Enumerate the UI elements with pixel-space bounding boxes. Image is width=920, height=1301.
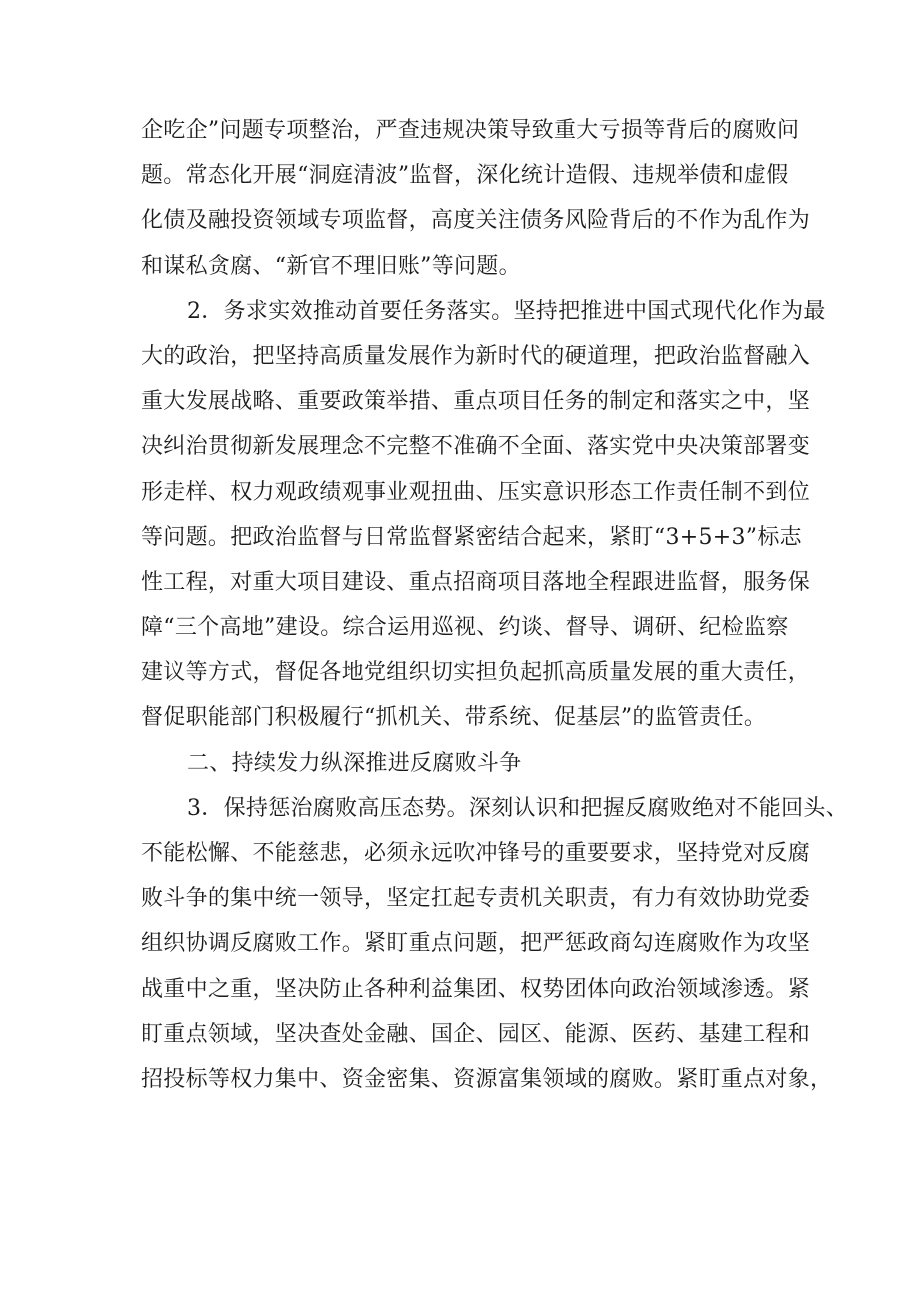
heading-text: 二、持续发力纵深推进反腐败斗争 [187,750,522,776]
paragraph-item-2 [141,289,826,741]
text-line: 建议等方式，督促各地党组织切实担负起抓高质量发展的重大责任， [141,660,811,686]
paragraph-continuation [141,108,811,289]
text-line: 等问题。把政治监督与日常监督紧密结合起来，紧盯“3+5+3”标志 [141,524,802,550]
text-line: 决纠治贯彻新发展理念不完整不准确不全面、落实党中央决策部署变 [141,434,811,460]
text-line: 性工程，对重大项目建设、重点招商项目落地全程跟进监督，服务保 [141,569,811,595]
text-line: 组织协调反腐败工作。紧盯重点问题，把严惩政商勾连腐败作为攻坚 [141,931,811,957]
text-line: 不能松懈、不能慈悲，必须永远吹冲锋号的重要要求，坚持党对反腐 [141,841,811,866]
text-line: 障“三个高地”建设。综合运用巡视、约谈、督导、调研、纪检监察 [141,615,789,641]
paragraph-item-3 [141,786,848,1102]
text-line: 招投标等权力集中、资金密集、资源富集领域的腐败。紧盯重点对象， [141,1066,833,1092]
text-line: 战重中之重，坚决防止各种利益集团、权势团体向政治领域渗透。紧 [141,976,811,1002]
text-line: 和谋私贪腐、“新官不理旧账”等问题。 [141,253,521,279]
text-line: 化债及融投资领域专项监督，高度关注债务风险背后的不作为乱作为 [141,208,811,234]
document-body [141,108,848,1102]
text-line: 督促职能部门积极履行“抓机关、带系统、促基层”的监管责任。 [141,705,767,731]
text-line: 2．务求实效推动首要任务落实。坚持把推进中国式现代化作为最 [187,298,826,324]
section-heading-2 [141,741,801,786]
text-line: 形走样、权力观政绩观事业观扭曲、压实意识形态工作责任制不到位 [141,479,811,505]
text-line: 盯重点领域，坚决查处金融、国企、园区、能源、医药、基建工程和 [141,1021,811,1047]
text-line: 3．保持惩治腐败高压态势。深刻认识和把握反腐败绝对不能回头、 [187,795,848,821]
text-line: 大的政治，把坚持高质量发展作为新时代的硬道理，把政治监督融入 [141,343,811,369]
text-line: 题。常态化开展“洞庭清波”监督，深化统计造假、违规举债和虚假 [141,163,789,189]
text-line: 企吃企”问题专项整治，严查违规决策导致重大亏损等背后的腐败问 [141,118,800,143]
text-line: 败斗争的集中统一领导，坚定扛起专责机关职责，有力有效协助党委 [141,886,811,912]
text-line: 重大发展战略、重要政策举措、重点项目任务的制定和落实之中，坚 [141,389,811,415]
